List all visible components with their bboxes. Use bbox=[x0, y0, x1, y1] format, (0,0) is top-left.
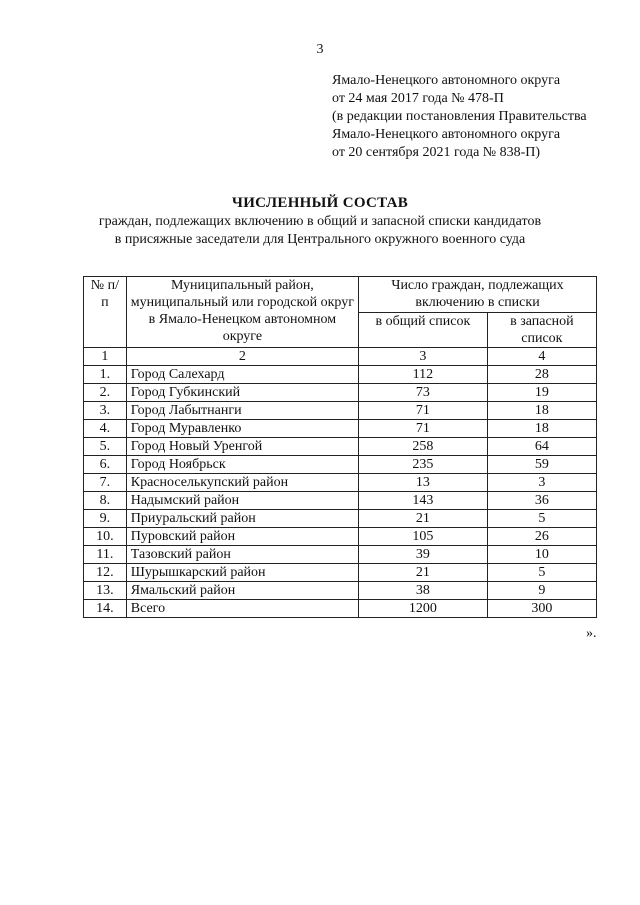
general-list-count: 235 bbox=[359, 456, 488, 474]
header-line: Ямало-Ненецкого автономного округа bbox=[332, 127, 561, 142]
document-title: ЧИСЛЕННЫЙ СОСТАВ bbox=[231, 195, 409, 211]
index-cell: 1 bbox=[84, 348, 127, 366]
header-line: (в редакции постановления Правительства bbox=[332, 109, 587, 124]
general-list-count: 73 bbox=[359, 384, 488, 402]
reserve-list-count: 64 bbox=[487, 438, 596, 456]
municipality-name: Шурышкарский район bbox=[126, 564, 358, 582]
table-row bbox=[84, 438, 597, 456]
header-line: Ямало-Ненецкого автономного округа bbox=[332, 73, 561, 88]
general-list-count: 13 bbox=[359, 474, 488, 492]
subtitle-line: в присяжные заседатели для Центрального окружного военного суда bbox=[114, 232, 526, 247]
header-reserve-list: в запасной список bbox=[487, 313, 596, 348]
reserve-list-count: 10 bbox=[487, 546, 596, 564]
table-row bbox=[84, 510, 597, 528]
municipality-name: Пуровский район bbox=[126, 528, 358, 546]
table-row bbox=[84, 384, 597, 402]
row-number: 1. bbox=[84, 366, 127, 384]
municipality-name: Город Муравленко bbox=[126, 420, 358, 438]
header-count-group: Число граждан, подлежащих включению в списки bbox=[359, 277, 597, 313]
reserve-list-count: 5 bbox=[487, 510, 596, 528]
reserve-list-count: 3 bbox=[487, 474, 596, 492]
header-line: от 20 сентября 2021 года № 838-П) bbox=[332, 145, 541, 160]
municipality-name: Тазовский район bbox=[126, 546, 358, 564]
reserve-list-count: 300 bbox=[487, 600, 596, 618]
municipality-name: Красноселькупский район bbox=[126, 474, 358, 492]
municipality-name: Приуральский район bbox=[126, 510, 358, 528]
page-number: 3 bbox=[316, 42, 324, 57]
reserve-list-count: 18 bbox=[487, 402, 596, 420]
general-list-count: 71 bbox=[359, 420, 488, 438]
municipality-name: Город Лабытнанги bbox=[126, 402, 358, 420]
row-number: 3. bbox=[84, 402, 127, 420]
reserve-list-count: 5 bbox=[487, 564, 596, 582]
index-cell: 3 bbox=[359, 348, 488, 366]
table-row bbox=[84, 456, 597, 474]
general-list-count: 258 bbox=[359, 438, 488, 456]
row-number: 2. bbox=[84, 384, 127, 402]
reserve-list-count: 59 bbox=[487, 456, 596, 474]
general-list-count: 21 bbox=[359, 510, 488, 528]
municipality-name: Город Новый Уренгой bbox=[126, 438, 358, 456]
index-cell: 2 bbox=[126, 348, 358, 366]
table-row bbox=[84, 474, 597, 492]
header-general-list: в общий список bbox=[359, 313, 488, 348]
table-row bbox=[84, 402, 597, 420]
table-row bbox=[84, 582, 597, 600]
header-num: № п/п bbox=[84, 277, 127, 348]
municipality-name: Город Салехард bbox=[126, 366, 358, 384]
table-row bbox=[84, 564, 597, 582]
table-row bbox=[84, 420, 597, 438]
table-row bbox=[84, 366, 597, 384]
table-row bbox=[84, 528, 597, 546]
reserve-list-count: 36 bbox=[487, 492, 596, 510]
header-block bbox=[332, 72, 587, 162]
row-number: 8. bbox=[84, 492, 127, 510]
general-list-count: 21 bbox=[359, 564, 488, 582]
table-row bbox=[84, 600, 597, 618]
table-row bbox=[84, 546, 597, 564]
general-list-count: 1200 bbox=[359, 600, 488, 618]
index-cell: 4 bbox=[487, 348, 596, 366]
reserve-list-count: 9 bbox=[487, 582, 596, 600]
general-list-count: 143 bbox=[359, 492, 488, 510]
municipality-name: Город Губкинский bbox=[126, 384, 358, 402]
row-number: 9. bbox=[84, 510, 127, 528]
header-municipality: Муниципальный район, муниципальный или городской округ в Ямало-Ненецком автономном округе bbox=[126, 277, 358, 348]
header-line: от 24 мая 2017 года № 478-П bbox=[332, 91, 504, 106]
table-row bbox=[84, 492, 597, 510]
juror-count-table bbox=[83, 276, 597, 618]
row-number: 4. bbox=[84, 420, 127, 438]
row-number: 12. bbox=[84, 564, 127, 582]
table-body bbox=[84, 348, 597, 618]
municipality-name: Надымский район bbox=[126, 492, 358, 510]
reserve-list-count: 18 bbox=[487, 420, 596, 438]
row-number: 7. bbox=[84, 474, 127, 492]
row-number: 14. bbox=[84, 600, 127, 618]
reserve-list-count: 19 bbox=[487, 384, 596, 402]
general-list-count: 112 bbox=[359, 366, 488, 384]
row-number: 6. bbox=[84, 456, 127, 474]
general-list-count: 105 bbox=[359, 528, 488, 546]
general-list-count: 38 bbox=[359, 582, 488, 600]
general-list-count: 39 bbox=[359, 546, 488, 564]
reserve-list-count: 28 bbox=[487, 366, 596, 384]
reserve-list-count: 26 bbox=[487, 528, 596, 546]
document-subtitle bbox=[0, 213, 640, 249]
row-number: 5. bbox=[84, 438, 127, 456]
municipality-name: Город Ноябрьск bbox=[126, 456, 358, 474]
row-number: 10. bbox=[84, 528, 127, 546]
closing-quote: ». bbox=[586, 626, 597, 641]
row-number: 11. bbox=[84, 546, 127, 564]
row-number: 13. bbox=[84, 582, 127, 600]
subtitle-line: граждан, подлежащих включению в общий и запасной списки кандидатов bbox=[98, 214, 542, 229]
municipality-name: Ямальский район bbox=[126, 582, 358, 600]
municipality-name: Всего bbox=[126, 600, 358, 618]
index-row bbox=[84, 348, 597, 366]
general-list-count: 71 bbox=[359, 402, 488, 420]
